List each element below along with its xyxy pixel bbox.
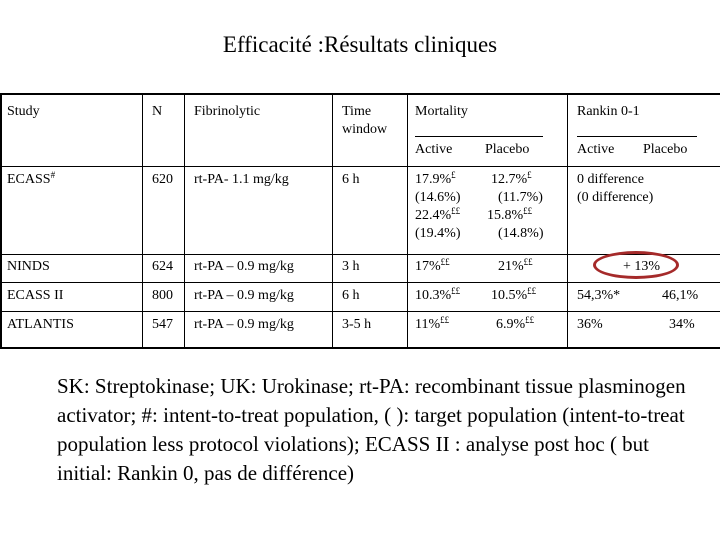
row-ecass-mortality-active: 17.9%£ [415, 170, 456, 187]
header-fibrinolytic: Fibrinolytic [194, 104, 261, 119]
row-ninds-study: NINDS [7, 259, 50, 274]
header-underline [577, 136, 697, 137]
header-underline [415, 136, 543, 137]
row-ecass-mortality-active-2: 22.4%££ [415, 206, 461, 223]
row-ninds-n: 624 [152, 259, 173, 274]
header-study: Study [7, 104, 40, 119]
results-table [0, 93, 720, 349]
header-mortality-active: Active [415, 142, 453, 157]
row-atlantis-study: ATLANTIS [7, 317, 74, 332]
header-mortality: Mortality [415, 104, 468, 119]
row-ecass-rankin-target: (0 difference) [577, 190, 654, 205]
row-atlantis-mortality-placebo: 6.9%££ [496, 315, 535, 332]
row-ecass-study: ECASS# [7, 170, 56, 187]
row-atlantis-n: 547 [152, 317, 173, 332]
row-ninds-mortality-placebo: 21%££ [498, 257, 533, 274]
row-ecass-rankin: 0 difference [577, 172, 644, 187]
header-mortality-placebo: Placebo [485, 142, 530, 157]
row-divider [2, 166, 720, 167]
row-atlantis-mortality-active: 11%££ [415, 315, 450, 332]
header-n: N [152, 104, 163, 119]
row-ecass-mortality-active-target-2: (19.4%) [415, 226, 461, 241]
row-ecass-mortality-placebo-2: 15.8%££ [487, 206, 533, 223]
row-ecass2-drug: rt-PA – 0.9 mg/kg [194, 288, 294, 303]
row-ecass-n: 620 [152, 172, 173, 187]
column-divider [142, 95, 143, 347]
footnote: SK: Streptokinase; UK: Urokinase; rt-PA: recombinant tissue plasminogen activator; #: intent-to-treat population, ( ): target population (intent-to-treat population less protocol violations); ECASS II : analyse post hoc ( but initial: Rankin 0, pas de différence) [57, 374, 686, 485]
row-ecass-drug: rt-PA- 1.1 mg/kg [194, 172, 289, 187]
header-rankin-placebo: Placebo [643, 142, 688, 157]
header-window: window [342, 122, 388, 137]
header-rankin-active: Active [577, 142, 615, 157]
slide-title: Efficacité :Résultats cliniques [222, 32, 498, 57]
column-divider [567, 95, 568, 347]
row-ecass2-rankin-placebo: 46,1% [662, 288, 699, 303]
header-time: Time [342, 104, 372, 119]
row-ecass-mortality-active-target: (14.6%) [415, 190, 461, 205]
row-ecass-time: 6 h [342, 172, 360, 187]
row-ninds-rankin: + 13% [623, 259, 661, 274]
row-atlantis-rankin-placebo: 34% [669, 317, 695, 332]
row-ninds-drug: rt-PA – 0.9 mg/kg [194, 259, 294, 274]
row-divider [2, 311, 720, 312]
column-divider [332, 95, 333, 347]
row-atlantis-time: 3-5 h [342, 317, 372, 332]
header-rankin: Rankin 0-1 [577, 104, 640, 119]
column-divider [407, 95, 408, 347]
row-ecass2-mortality-active: 10.3%££ [415, 286, 461, 303]
column-divider [184, 95, 185, 347]
row-ecass2-mortality-placebo: 10.5%££ [491, 286, 537, 303]
row-atlantis-drug: rt-PA – 0.9 mg/kg [194, 317, 294, 332]
row-ninds-time: 3 h [342, 259, 360, 274]
row-ecass-mortality-placebo-target-2: (14.8%) [498, 226, 544, 241]
row-divider [2, 282, 720, 283]
row-ecass2-study: ECASS II [7, 288, 64, 303]
row-ecass2-rankin-active: 54,3%* [577, 288, 621, 303]
row-atlantis-rankin-active: 36% [577, 317, 603, 332]
row-ecass-mortality-placebo: 12.7%£ [491, 170, 532, 187]
highlight-circle [593, 251, 679, 279]
row-ecass2-n: 800 [152, 288, 173, 303]
row-ninds-mortality-active: 17%££ [415, 257, 450, 274]
row-ecass-mortality-placebo-target: (11.7%) [498, 190, 543, 205]
row-ecass2-time: 6 h [342, 288, 360, 303]
